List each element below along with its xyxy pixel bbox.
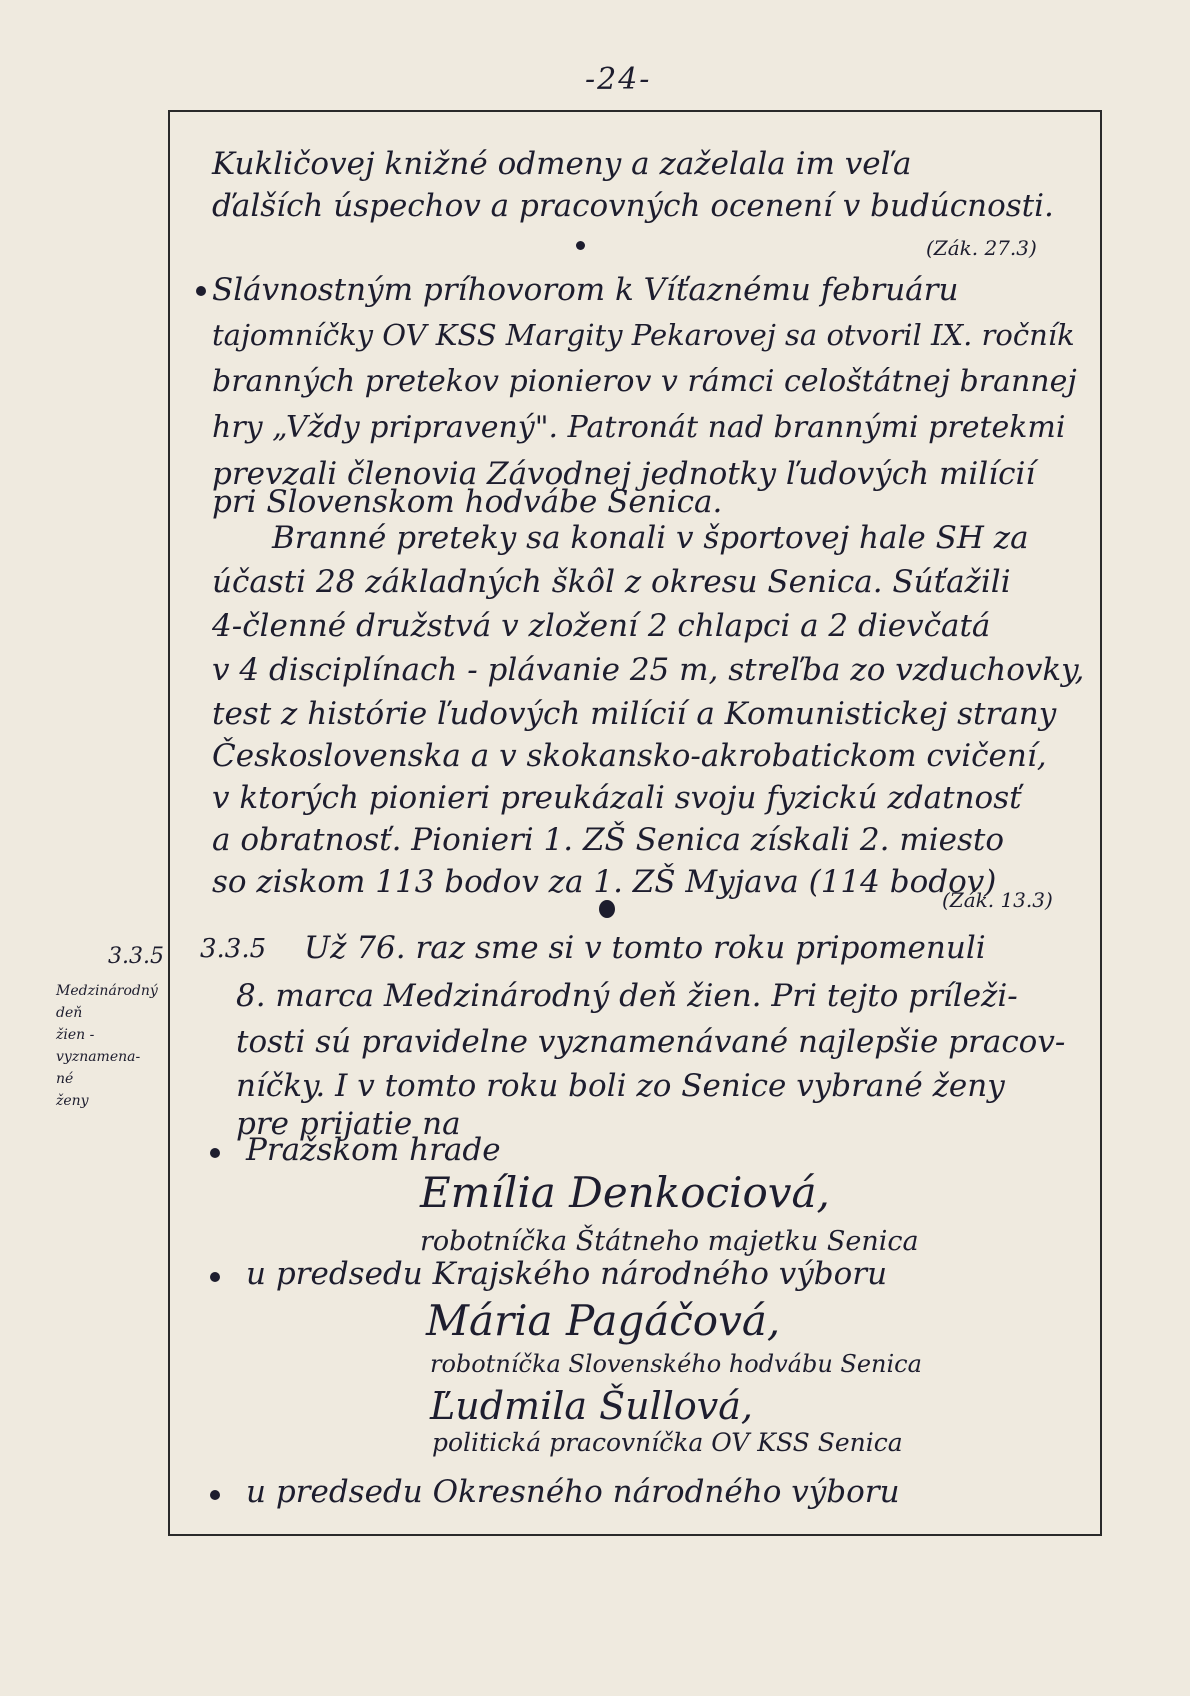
person-name: Emília Denkociová,: [420, 1168, 830, 1217]
person-name: Mária Pagáčová,: [426, 1296, 781, 1345]
margin-title-line: Medzinárodný: [56, 983, 158, 999]
list-item: u predsedu Krajského národného výboru: [246, 1256, 888, 1292]
person-role: politická pracovníčka OV KSS Senica: [432, 1428, 903, 1457]
text-line: Už 76. raz sme si v tomto roku pripomenuli: [304, 930, 986, 966]
text-line: Československa a v skokansko-akrobatickom cvičení,: [212, 738, 1047, 774]
text-line: Kukličovej knižné odmeny a zaželala im veľa: [212, 146, 912, 182]
text-line: pri Slovenskom hodvábe Senica.: [212, 484, 723, 520]
text-line: 8. marca Medzinárodný deň žien. Pri tejto príleži-: [236, 978, 1018, 1014]
bullet-icon: [196, 286, 206, 296]
text-line: v ktorých pionieri preukázali svoju fyzickú zdatnosť: [212, 780, 1022, 816]
reference-note: (Zák. 27.3): [926, 236, 1037, 260]
bullet-icon: [210, 1148, 220, 1158]
list-item: u predsedu Okresného národného výboru: [246, 1474, 900, 1510]
text-line: v 4 disciplínach - plávanie 25 m, streľba zo vzduchovky,: [212, 652, 1085, 688]
margin-title-line: ženy: [56, 1093, 89, 1109]
text-line: a obratnosť. Pionieri 1. ZŠ Senica získali 2. miesto: [212, 822, 1004, 858]
separator-dot: [576, 241, 585, 250]
text-line: Branné preteky sa konali v športovej hale SH za: [272, 520, 1029, 556]
separator-dot: [599, 900, 615, 918]
text-line: so ziskom 113 bodov za 1. ZŠ Myjava (114 bodov): [212, 864, 997, 900]
text-line: ďalších úspechov a pracovných ocenení v budúcnosti.: [212, 188, 1054, 224]
margin-title-line: né: [56, 1071, 74, 1087]
text-line: tosti sú pravidelne vyznamenávané najlepšie pracov-: [236, 1024, 1066, 1060]
person-role: robotníčka Štátneho majetku Senica: [420, 1226, 919, 1257]
margin-title-line: deň: [56, 1005, 83, 1021]
bullet-icon: [210, 1490, 220, 1500]
text-line: Slávnostným príhovorom k Víťaznému februáru: [212, 272, 959, 308]
margin-title-line: žien -: [56, 1027, 95, 1043]
reference-note: (Zák. 13.3): [942, 888, 1053, 912]
margin-title-line: vyznamena-: [56, 1049, 141, 1065]
text-line: hry „Vždy pripravený". Patronát nad brannými pretekmi: [212, 410, 1066, 445]
section-number: 3.3.5: [200, 934, 267, 964]
text-line: pre prijatie na: [236, 1106, 461, 1142]
text-line: prevzali členovia Závodnej jednotky ľudových milícií: [212, 456, 1036, 492]
text-line: tajomníčky OV KSS Margity Pekarovej sa otvoril IX. ročník: [212, 318, 1075, 352]
bullet-icon: [210, 1272, 220, 1282]
margin-section-number: 3.3.5: [108, 944, 164, 969]
text-line: účasti 28 základných škôl z okresu Senica. Súťažili: [212, 564, 1011, 600]
person-role: robotníčka Slovenského hodvábu Senica: [430, 1350, 922, 1378]
text-line: branných pretekov pionierov v rámci celoštátnej brannej: [212, 364, 1077, 399]
list-item: Pražskom hrade: [246, 1132, 501, 1168]
margin-section-title: [56, 980, 171, 1112]
person-name: Ľudmila Šullová,: [430, 1384, 753, 1428]
text-line: níčky. I v tomto roku boli zo Senice vybrané ženy: [236, 1068, 1005, 1104]
page-number: -24-: [585, 62, 652, 97]
text-line: test z histórie ľudových milícií a Komunistickej strany: [212, 696, 1057, 732]
text-line: 4-členné družstvá v zložení 2 chlapci a 2 dievčatá: [212, 608, 991, 644]
